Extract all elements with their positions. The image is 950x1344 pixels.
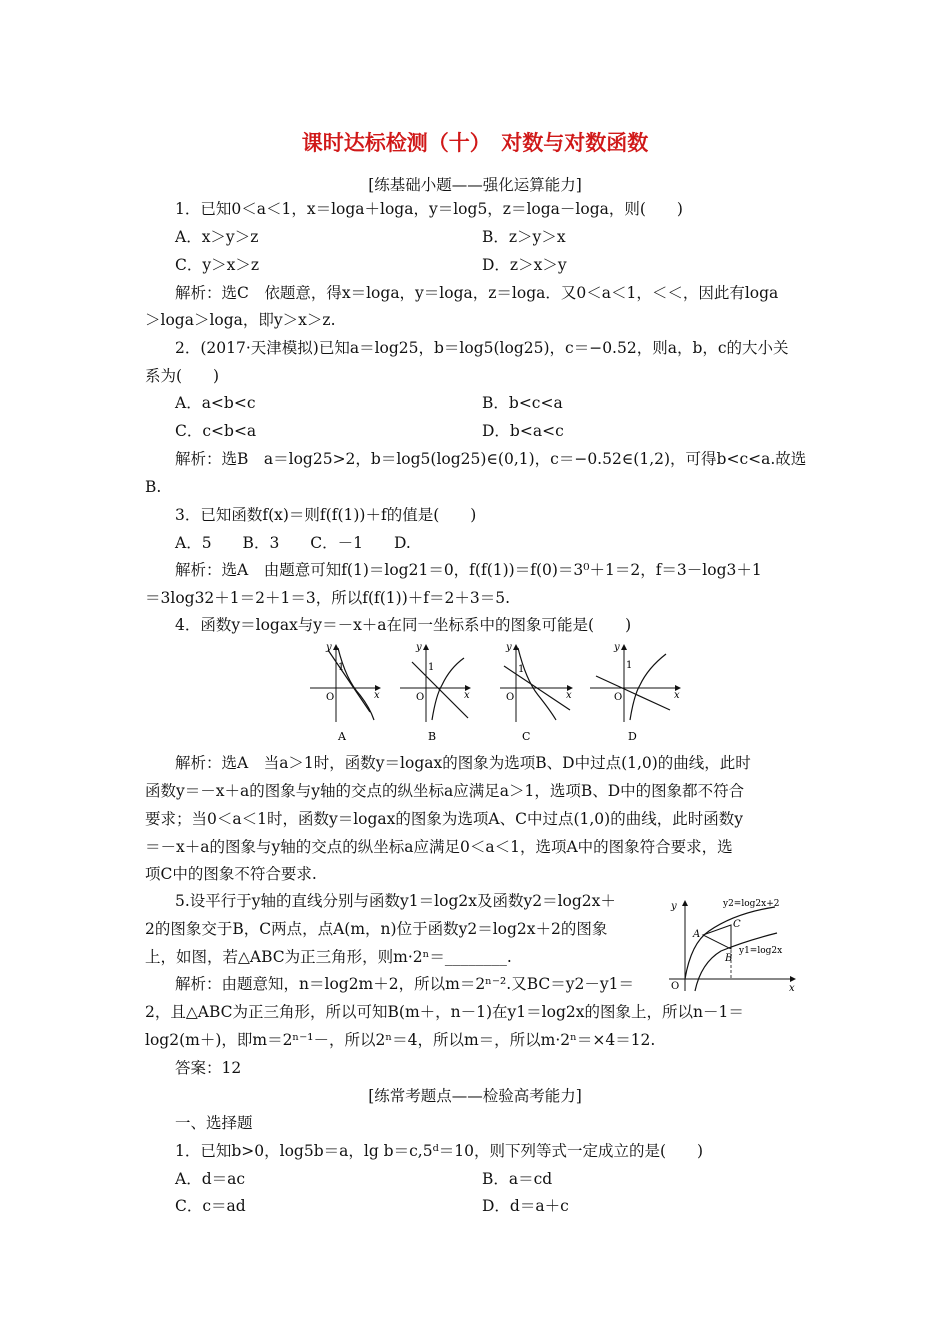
graph-a-x-label: x	[374, 690, 380, 701]
option-1d: D．z＞x＞y	[482, 256, 567, 274]
solution-1-line2: ＞loga＞loga，即y＞x＞z.	[145, 311, 336, 329]
question-2-cont: 系为( )	[145, 367, 220, 385]
graph-b-origin: O	[416, 692, 425, 703]
solution-1-line1: 解析：选C 依题意，得x＝loga，y＝loga，z＝loga．又0＜a＜1，＜＜，因此有loga	[175, 284, 779, 302]
fig5-x-label: x	[789, 983, 795, 993]
solution-4-line5: 项C中的图象不符合要求.	[145, 865, 317, 883]
graph-a-origin: O	[326, 692, 335, 703]
answer-5: 答案：12	[175, 1059, 242, 1077]
graph-c-y-label: y	[506, 642, 512, 653]
fig5-y-label: y	[671, 901, 677, 912]
fig5-origin: O	[671, 981, 680, 992]
section-heading-exam: [练常考题点——检验高考能力]	[368, 1087, 582, 1105]
graph-b-x-label: x	[464, 690, 470, 701]
question-1: 1．已知0＜a＜1，x＝loga＋loga，y＝log5，z＝loga－loga，则( )	[175, 200, 683, 218]
solution-3-line2: ＝3log32＋1＝2＋1＝3，所以f(f(1))＋f＝2＋3＝5.	[145, 589, 511, 607]
graph-a-label: A	[338, 730, 346, 743]
graph-c-one: 1	[518, 664, 525, 675]
fig5-point-c: C	[733, 919, 741, 930]
part-heading-choice: 一、选择题	[175, 1114, 253, 1132]
options-3: A．5 B．3 C．－1 D.	[175, 534, 411, 552]
question-4: 4．函数y＝logax与y＝－x＋a在同一坐标系中的图象可能是( )	[175, 616, 632, 634]
option-p2-1d: D．d＝a＋c	[482, 1197, 569, 1215]
solution-5-line3: log2(m＋)，即m＝2ⁿ⁻¹－，所以2ⁿ＝4，所以m＝，所以m·2ⁿ＝×4＝12.	[145, 1031, 656, 1049]
graph-d-x-label: x	[674, 690, 680, 701]
solution-5-line2: 2，且△ABC为正三角形，所以可知B(m＋，n－1)在y1＝log2x的图象上，所以n－1＝	[145, 1003, 744, 1021]
graph-d-y-label: y	[614, 642, 620, 653]
graph-b-y-label: y	[416, 642, 422, 653]
option-2d: D．b<a<c	[482, 422, 564, 440]
option-2b: B．b<c<a	[482, 394, 563, 412]
fig5-curve-top: y2=log2x+2	[723, 899, 780, 909]
fig5-point-a: A	[693, 929, 701, 940]
question-3: 3．已知函数f(x)＝则f(f(1))＋f的值是( )	[175, 506, 477, 524]
fig5-curve-bottom: y1=log2x	[739, 946, 783, 956]
graph-c-x-label: x	[566, 690, 572, 701]
solution-5-line1: 解析：由题意知，n＝log2m＋2，所以m＝2ⁿ⁻².又BC＝y2－y1＝	[175, 975, 634, 993]
question-5-graph	[665, 895, 800, 993]
solution-2-line2: B.	[145, 478, 162, 496]
solution-4-line1: 解析：选A 当a＞1时，函数y＝logax的图象为选项B、D中过点(1,0)的曲线，此时	[175, 754, 751, 772]
graph-b	[400, 642, 470, 743]
graph-c-label: C	[522, 730, 531, 743]
page-title: 课时达标检测（十） 对数与对数函数	[301, 131, 649, 155]
question-4-graphs	[300, 640, 690, 745]
solution-3-line1: 解析：选A 由题意可知f(1)＝log21＝0，f(f(1))＝f(0)＝3⁰＋1＝2，f＝3－log3＋1	[175, 561, 762, 579]
question-5-line2: 2的图象交于B，C两点，点A(m，n)位于函数y2＝log2x＋2的图象	[145, 920, 608, 938]
graph-d-origin: O	[614, 692, 623, 703]
graph-a-one: 1	[338, 662, 345, 673]
graph-d-one: 1	[626, 660, 633, 671]
option-1b: B．z＞y＞x	[482, 228, 566, 246]
option-p2-1c: C．c＝ad	[175, 1197, 246, 1215]
solution-4-line3: 要求；当0＜a＜1时，函数y＝logax的图象为选项A、C中过点(1,0)的曲线，此时函数y	[145, 810, 743, 828]
section-heading-basic: [练基础小题——强化运算能力]	[368, 176, 582, 194]
graph-c	[500, 642, 572, 743]
question-5-line3: 上，如图，若△ABC为正三角形，则m·2ⁿ＝________.	[145, 948, 512, 966]
option-2c: C．c<b<a	[175, 422, 257, 440]
graph-b-one: 1	[428, 662, 435, 673]
option-1c: C．y＞x＞z	[175, 256, 260, 274]
option-2a: A．a<b<c	[175, 394, 256, 412]
option-p2-1b: B．a＝cd	[482, 1170, 553, 1188]
solution-4-line2: 函数y＝－x＋a的图象与y轴的交点的纵坐标a应满足a＞1，选项B、D中的图象都不符合	[145, 782, 745, 800]
fig5-point-b: B	[725, 953, 733, 964]
graph-d-label: D	[628, 730, 637, 743]
solution-4-line4: ＝－x＋a的图象与y轴的交点的纵坐标a应满足0＜a＜1，选项A中的图象符合要求，选	[145, 838, 733, 856]
option-1a: A．x＞y＞z	[175, 228, 259, 246]
question-5-line1: 5.设平行于y轴的直线分别与函数y1＝log2x及函数y2＝log2x＋	[175, 892, 616, 910]
graph-b-label: B	[428, 730, 437, 743]
question-p2-1: 1．已知b>0，log5b＝a，lg b＝c,5ᵈ＝10，则下列等式一定成立的是( )	[175, 1142, 704, 1160]
graph-a-y-label: y	[326, 642, 332, 653]
option-p2-1a: A．d＝ac	[175, 1170, 246, 1188]
graph-a	[310, 642, 380, 743]
graph-d	[590, 642, 680, 743]
solution-2-line1: 解析：选B a＝log25>2，b＝log5(log25)∈(0,1)，c＝−0.52∈(1,2)，可得b<c<a.故选	[175, 450, 807, 468]
graph-c-origin: O	[506, 692, 515, 703]
question-2: 2．(2017·天津模拟)已知a＝log25，b＝log5(log25)，c＝−0.52，则a，b，c的大小关	[175, 339, 789, 357]
